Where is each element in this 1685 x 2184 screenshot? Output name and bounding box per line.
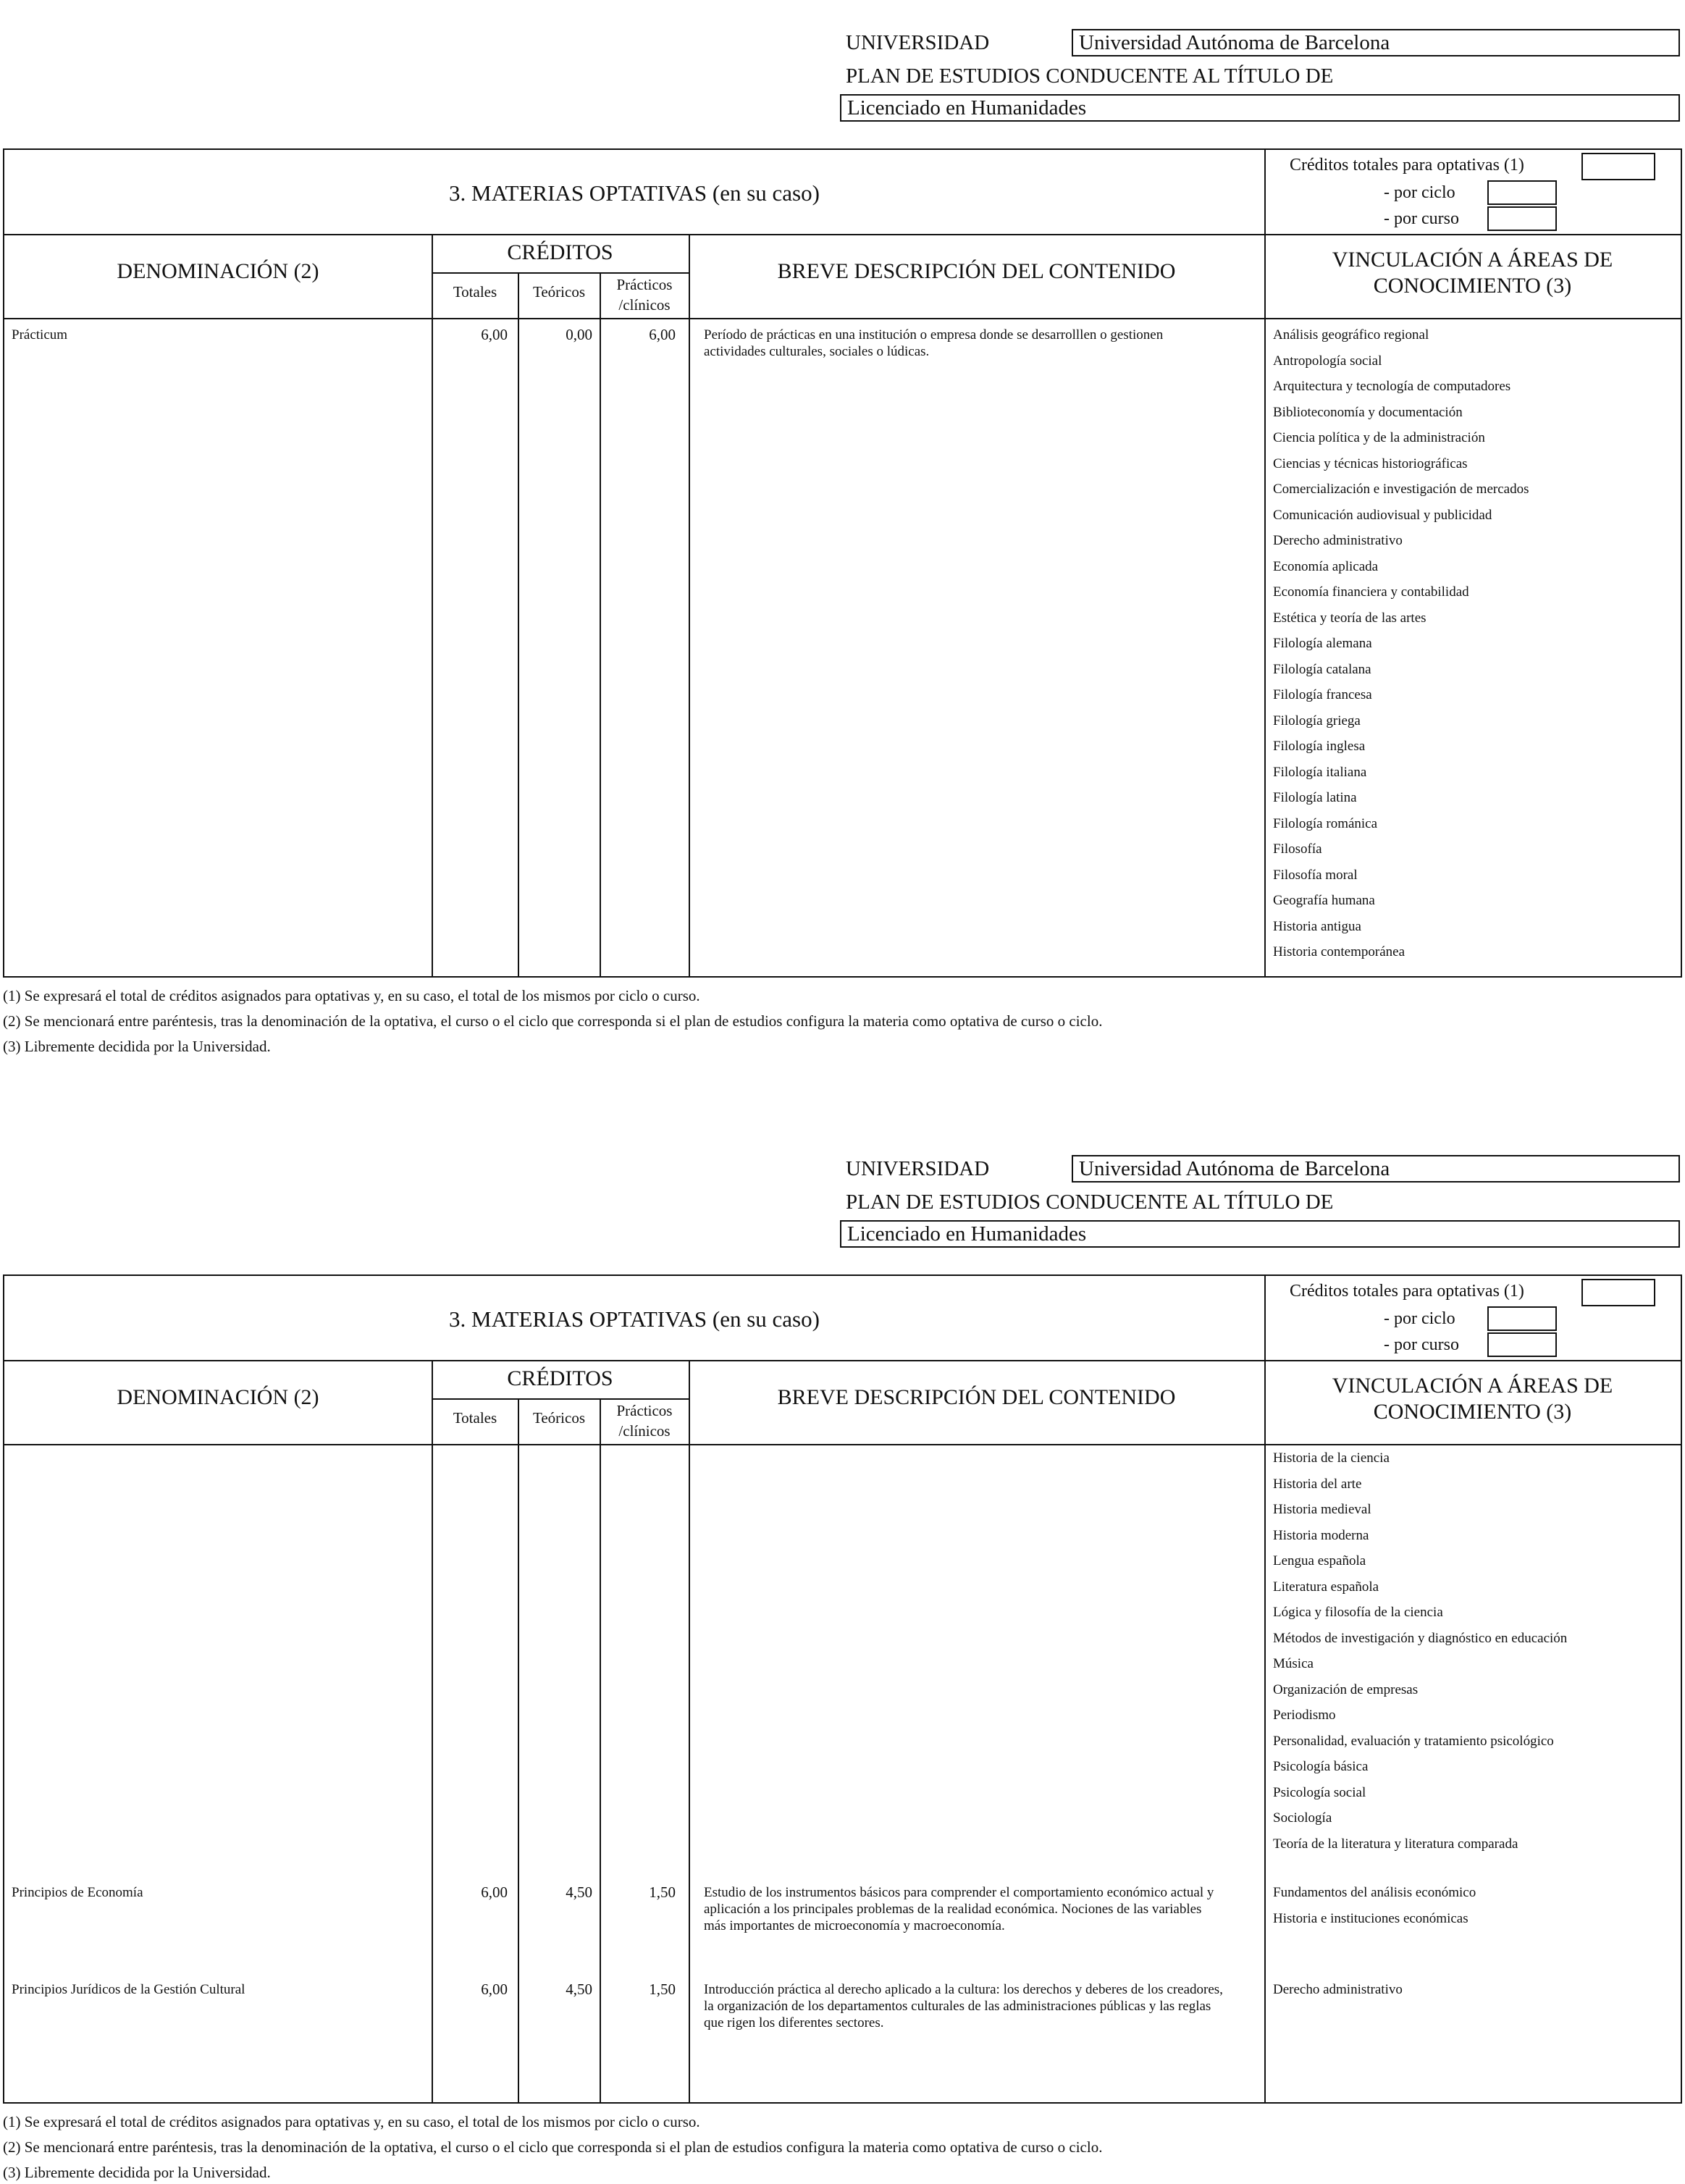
- col-conocimiento: CONOCIMIENTO (3): [1373, 274, 1572, 298]
- area-item: Filología inglesa: [1273, 739, 1366, 754]
- row-descripcion: Período de prácticas en una institución o empresa donde se desarrolllen o gestionen actividades culturales, sociales o lúdicas.: [704, 327, 1164, 359]
- col-practicos: Prácticos: [616, 1402, 673, 1419]
- area-item: Periodismo: [1273, 1708, 1336, 1723]
- area-item: Antropología social: [1273, 353, 1382, 369]
- creditos-totales-label: Créditos totales para optativas (1): [1290, 1282, 1524, 1301]
- area-item: Economía financiera y contabilidad: [1273, 584, 1469, 600]
- footnote-2: (2) Se mencionará entre paréntesis, tras la denominación de la optativa, el curso o el ciclo que corresponda si el plan de estudios configura la materia como optativa de curso o ciclo.: [3, 2138, 1103, 2156]
- area-item: Filosofía: [1273, 841, 1322, 857]
- creditos-totales-box: [1581, 153, 1655, 180]
- row-totales: 6,00: [481, 1981, 508, 1998]
- row-denominacion: Principios de Economía: [12, 1885, 143, 1900]
- areas-list: [1273, 1445, 1567, 1857]
- col-clinicos: /clínicos: [618, 296, 671, 314]
- col-totales: Totales: [453, 283, 497, 301]
- universidad-value: Universidad Autónoma de Barcelona: [1072, 1155, 1680, 1183]
- optativas-table: [3, 148, 1682, 978]
- footnote-3: (3) Libremente decidida por la Universidad.: [3, 2164, 271, 2181]
- col-creditos: CRÉDITOS: [507, 240, 613, 264]
- row-teoricos: 4,50: [566, 1981, 592, 1998]
- por-curso-box: [1487, 1332, 1557, 1357]
- row-denominacion: Principios Jurídicos de la Gestión Cultural: [12, 1982, 245, 1997]
- col-totales: Totales: [453, 1409, 497, 1427]
- table-title: 3. MATERIAS OPTATIVAS (en su caso): [449, 180, 820, 206]
- universidad-label: UNIVERSIDAD: [846, 1157, 990, 1180]
- area-item: Ciencia política y de la administración: [1273, 430, 1485, 445]
- area-item: Psicología básica: [1273, 1759, 1369, 1774]
- area-item: Filosofía moral: [1273, 867, 1358, 883]
- titulo-value: Licenciado en Humanidades: [840, 94, 1680, 122]
- area-item: Literatura española: [1273, 1579, 1379, 1595]
- footnote-3: (3) Libremente decidida por la Universidad.: [3, 1038, 271, 1055]
- creditos-totales-box: [1581, 1279, 1655, 1306]
- area-item: Biblioteconomía y documentación: [1273, 404, 1463, 420]
- col-teoricos: Teóricos: [532, 1409, 585, 1427]
- area-item: Lógica y filosofía de la ciencia: [1273, 1605, 1443, 1620]
- footnote-1: (1) Se expresará el total de créditos asignados para optativas y, en su caso, el total de los mismos por ciclo o curso.: [3, 987, 700, 1004]
- por-curso-label: - por curso: [1384, 209, 1459, 228]
- area-item: Fundamentos del análisis económico: [1273, 1885, 1476, 1900]
- row-teoricos: 4,50: [566, 1883, 592, 1901]
- row-denominacion: Prácticum: [12, 327, 68, 343]
- col-conocimiento: CONOCIMIENTO (3): [1373, 1400, 1572, 1424]
- area-item: Música: [1273, 1656, 1314, 1671]
- col-denominacion: DENOMINACIÓN (2): [117, 1385, 319, 1409]
- col-denominacion: DENOMINACIÓN (2): [117, 259, 319, 283]
- row-teoricos: 0,00: [566, 326, 592, 343]
- plan-label: PLAN DE ESTUDIOS CONDUCENTE AL TÍTULO DE: [846, 64, 1334, 88]
- area-item: Métodos de investigación y diagnóstico en educación: [1273, 1630, 1568, 1646]
- area-item: Filología románica: [1273, 815, 1378, 831]
- row-areas: [1273, 1880, 1476, 1931]
- por-curso-label: - por curso: [1384, 1335, 1459, 1354]
- area-item: Personalidad, evaluación y tratamiento psicológico: [1273, 1733, 1554, 1749]
- area-item: Psicología social: [1273, 1784, 1366, 1800]
- plan-label: PLAN DE ESTUDIOS CONDUCENTE AL TÍTULO DE: [846, 1190, 1334, 1214]
- row-practicos: 1,50: [649, 1883, 676, 1901]
- area-item: Filología francesa: [1273, 687, 1372, 702]
- area-item: Filología latina: [1273, 790, 1357, 805]
- row-descripcion: Estudio de los instrumentos básicos para comprender el comportamiento económico actual y aplicación a los principales problemas de la realidad económica. Nociones de las variables más importantes de microeconomía y macroeconomía.: [704, 1885, 1214, 1933]
- area-item: Filología alemana: [1273, 636, 1372, 651]
- creditos-totales-label: Créditos totales para optativas (1): [1290, 156, 1524, 175]
- optativas-table: [3, 1274, 1682, 2104]
- row-totales: 6,00: [481, 1883, 508, 1901]
- col-descripcion: BREVE DESCRIPCIÓN DEL CONTENIDO: [777, 1385, 1176, 1409]
- area-item: Derecho administrativo: [1273, 1982, 1403, 1997]
- por-ciclo-box: [1487, 180, 1557, 205]
- area-item: Ciencias y técnicas historiográficas: [1273, 455, 1468, 471]
- area-item: Economía aplicada: [1273, 558, 1379, 574]
- area-item: Organización de empresas: [1273, 1681, 1419, 1697]
- universidad-value: Universidad Autónoma de Barcelona: [1072, 29, 1680, 56]
- col-practicos: Prácticos: [616, 276, 673, 293]
- col-creditos: CRÉDITOS: [507, 1366, 613, 1390]
- col-teoricos: Teóricos: [532, 283, 585, 301]
- area-item: Sociología: [1273, 1810, 1332, 1826]
- area-item: Historia e instituciones económicas: [1273, 1910, 1468, 1926]
- area-item: Historia del arte: [1273, 1476, 1362, 1492]
- footnote-1: (1) Se expresará el total de créditos asignados para optativas y, en su caso, el total de los mismos por ciclo o curso.: [3, 2113, 700, 2130]
- area-item: Análisis geográfico regional: [1273, 327, 1429, 343]
- area-item: Filología griega: [1273, 713, 1361, 728]
- por-ciclo-label: - por ciclo: [1384, 1309, 1455, 1328]
- area-item: Estética y teoría de las artes: [1273, 610, 1426, 626]
- area-item: Comunicación audiovisual y publicidad: [1273, 507, 1492, 523]
- col-vinculacion: VINCULACIÓN A ÁREAS DE: [1332, 248, 1613, 272]
- area-item: Historia de la ciencia: [1273, 1450, 1390, 1466]
- area-item: Arquitectura y tecnología de computadores: [1273, 379, 1511, 394]
- area-item: Derecho administrativo: [1273, 533, 1403, 548]
- area-item: Filología italiana: [1273, 764, 1367, 780]
- col-descripcion: BREVE DESCRIPCIÓN DEL CONTENIDO: [777, 259, 1176, 283]
- por-ciclo-label: - por ciclo: [1384, 183, 1455, 202]
- area-item: Historia contemporánea: [1273, 944, 1405, 959]
- titulo-value: Licenciado en Humanidades: [840, 1220, 1680, 1248]
- col-clinicos: /clínicos: [618, 1422, 671, 1440]
- row-descripcion: Introducción práctica al derecho aplicado a la cultura: los derechos y deberes de los creadores, la organización de los departamentos culturales de las administraciones públicas y las reglas que rigen los diferentes sectores.: [704, 1982, 1223, 2030]
- areas-list: [1273, 322, 1529, 965]
- area-item: Lengua española: [1273, 1553, 1366, 1568]
- area-item: Historia moderna: [1273, 1527, 1369, 1543]
- area-item: Geografía humana: [1273, 893, 1375, 908]
- row-totales: 6,00: [481, 326, 508, 343]
- area-item: Filología catalana: [1273, 661, 1371, 677]
- row-practicos: 1,50: [649, 1981, 676, 1998]
- por-curso-box: [1487, 206, 1557, 231]
- row-areas: [1273, 1977, 1403, 2003]
- table-title: 3. MATERIAS OPTATIVAS (en su caso): [449, 1306, 820, 1332]
- col-vinculacion: VINCULACIÓN A ÁREAS DE: [1332, 1374, 1613, 1398]
- area-item: Comercialización e investigación de mercados: [1273, 482, 1529, 497]
- universidad-label: UNIVERSIDAD: [846, 31, 990, 54]
- area-item: Historia antigua: [1273, 918, 1361, 934]
- por-ciclo-box: [1487, 1306, 1557, 1331]
- area-item: Historia medieval: [1273, 1502, 1371, 1517]
- footnote-2: (2) Se mencionará entre paréntesis, tras la denominación de la optativa, el curso o el ciclo que corresponda si el plan de estudios configura la materia como optativa de curso o ciclo.: [3, 1012, 1103, 1030]
- area-item: Teoría de la literatura y literatura comparada: [1273, 1836, 1518, 1852]
- row-practicos: 6,00: [649, 326, 676, 343]
